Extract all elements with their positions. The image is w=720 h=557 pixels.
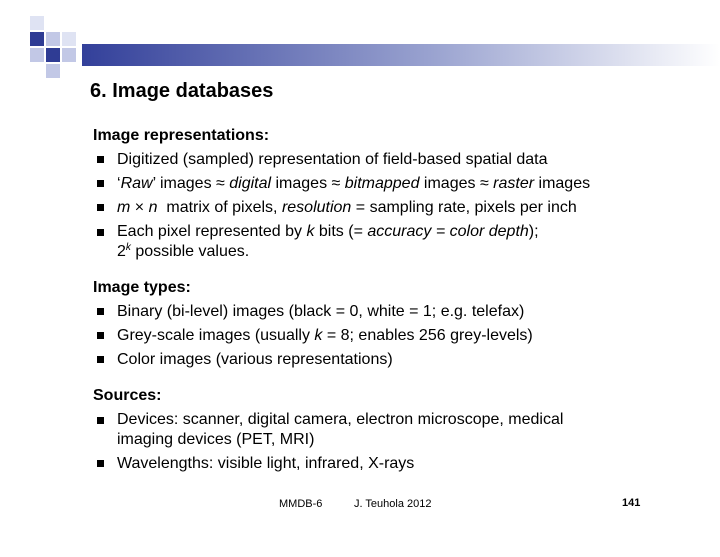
list-item: Devices: scanner, digital camera, electron microscope, medical imaging devices (PET, MRI) (93, 410, 693, 450)
list-item: Grey-scale images (usually k = 8; enables 256 grey-levels) (93, 324, 693, 348)
list-item: ‘Raw’ images ≈ digital images ≈ bitmapped images ≈ raster images (93, 172, 693, 196)
list-item: Digitized (sampled) representation of field-based spatial data (93, 148, 693, 172)
header-gradient-bar (82, 44, 720, 66)
list-item: Color images (various representations) (93, 348, 693, 372)
square-bullet-icon (97, 229, 104, 236)
page-number: 141 (622, 497, 641, 509)
deco-square (46, 48, 60, 62)
square-bullet-icon (97, 417, 104, 424)
footer-course: MMDB-6 (279, 498, 323, 510)
deco-square (62, 48, 76, 62)
bullet-list-image-types (93, 300, 693, 372)
square-bullet-icon (97, 204, 104, 211)
deco-square (62, 32, 76, 46)
square-bullet-icon (97, 308, 104, 315)
square-bullet-icon (97, 460, 104, 467)
list-item: m × n matrix of pixels, resolution = sampling rate, pixels per inch (93, 196, 693, 220)
deco-square (30, 32, 44, 46)
deco-square (30, 16, 44, 30)
deco-square (46, 32, 60, 46)
section-heading-sources: Sources: (93, 387, 162, 404)
list-item: Binary (bi-level) images (black = 0, white = 1; e.g. telefax) (93, 300, 693, 324)
square-bullet-icon (97, 156, 104, 163)
deco-square (30, 48, 44, 62)
square-bullet-icon (97, 356, 104, 363)
section-heading-representations: Image representations: (93, 127, 270, 144)
footer-author: J. Teuhola 2012 (354, 498, 432, 510)
section-heading-image-types: Image types: (93, 279, 191, 296)
square-bullet-icon (97, 180, 104, 187)
slide-body (93, 124, 693, 476)
list-item: Wavelengths: visible light, infrared, X-rays (93, 452, 693, 476)
bullet-list-sources (93, 410, 693, 476)
slide-title: 6. Image databases (90, 80, 274, 102)
decorative-header-banner (0, 0, 720, 90)
list-item: Each pixel represented by k bits (= accuracy = color depth); 2$^k$ possible values. (93, 222, 693, 262)
bullet-list-representations (93, 148, 693, 262)
square-bullet-icon (97, 332, 104, 339)
deco-square (46, 64, 60, 78)
